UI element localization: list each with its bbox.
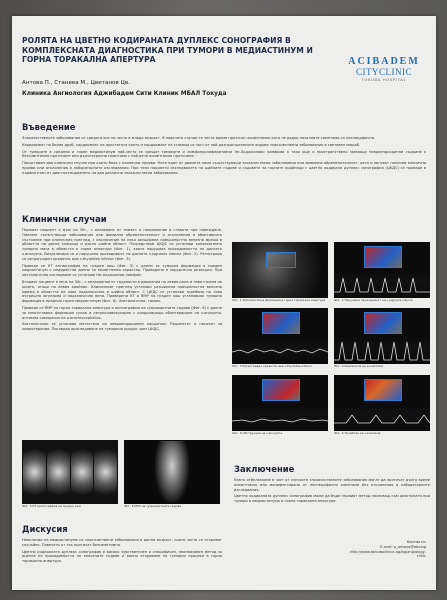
mra-figure — [124, 440, 220, 508]
color-box — [364, 312, 402, 334]
imaging-row — [22, 440, 220, 508]
intro-paragraph: Злокачествените заболявания от средата все по-често в млада възраст. В повечето случаи те често времe протичат асимптомно като не рядко началните симптоми са неспецифични. — [22, 136, 376, 140]
discussion-text — [22, 538, 222, 566]
figure-caption: Фиг. 6 Тромбоза на v.subclavia — [334, 430, 381, 435]
case-paragraph: Проведе се ЯМР на горна торакална апертура и ангиография на супрааортните съдове (Фиг. 6) с данни за многоглавна формация супра и ретроклавикуларно с кондолиращо облитериране на v.anonyma, интимна компресия на a.brachiocephalica. — [22, 305, 222, 320]
cases-heading: Клинични случаи — [22, 214, 107, 224]
doppler-image — [334, 308, 430, 364]
color-box — [262, 379, 300, 401]
spectral-waveform — [232, 405, 328, 431]
discussion-paragraph: Цветно кодираната дуплекс сонография е високо чувствителен и специфичен, неинвазивен метод за оценка на проходимостта на венозните съдове и ранно откриване на туморни процеси в горна торакална апертура. — [22, 549, 222, 564]
figure-caption: Фиг. 1 Хипоехогенна формация в горна торакална апертура — [232, 298, 326, 302]
discussion-heading: Дискусия — [22, 524, 68, 534]
figure-cell — [334, 308, 430, 368]
figure-cell — [232, 308, 328, 368]
logo-line-1: ACIBADEM — [348, 56, 420, 67]
ultrasound-image — [232, 242, 328, 298]
spectral-waveform — [334, 338, 430, 364]
mra-image — [124, 440, 220, 504]
logo-line-2: CITYCLINIC — [356, 67, 412, 77]
figure-cell — [334, 375, 430, 435]
doppler-image — [334, 242, 430, 298]
intro-text — [22, 136, 426, 178]
figure-cell — [334, 242, 430, 302]
doppler-image — [232, 308, 328, 364]
hospital-logo — [342, 56, 426, 82]
discussion-paragraph: Неоплазии на медиастинума са злокачествени заболявания в ранна възраст, които често се откриват случайно. Повечето от тях протичат безсимптомно. — [22, 538, 222, 547]
color-box — [262, 312, 300, 334]
intro-heading: Въведение — [22, 122, 76, 132]
contact-email: E-mail: p_antova@abv.bg — [380, 544, 426, 549]
color-box — [364, 379, 402, 401]
intro-paragraph: Представям два клинични случая при които бяха с клинични прояви. Нито един от двамата няма съществуващи злокачествени заболявания или фамилна обременителност, като и липсват налични клинични прояви или отклонения в лабораторните изследвания. При тези пациенти изследването на шийните съдове и съдовете на горните крайници с цветно кодирана дуплекс сонография (ЦКДС) се проведе в първия етап от диагностицирането на два различни злокачествени заболявания. — [22, 161, 426, 175]
case-paragraph: Първият пациент е мъж на 39г., с оплакване от тежест и напрежение в главата при навеждане. Липсват съпътстващи заболявания или фамилна обременителност и отклонения в обективното състояние при клиничния преглед, с изключение на леко разширена повърхностна венозна мрежа в областта на дясна ключица и дясна шийна област. Посредством ЦКДС се установи хипоехогенна туморна маса в областта в горна апертура (Фиг. 1), която нарушава проходимостта на дясната v.anonyma. Визуализира се и нарушена проходимост на дясната v.jugularis interna (Фиг. 2). Регистрира се ретрограден кръвоток във v.thyroidea inferior (Фиг. 3). — [22, 228, 222, 261]
contact-url: http://www.tokudaclinica.bg/bg/angiology-clinic — [350, 549, 426, 559]
affiliation: Клиника Ангиология Аджибадем Сити Клиник МБАЛ Токуда — [22, 91, 227, 97]
figure-cell — [232, 242, 328, 302]
contact-block — [342, 540, 426, 559]
doppler-figure-grid — [232, 242, 430, 435]
ct-figure — [22, 440, 118, 508]
spectral-waveform — [334, 272, 430, 298]
authors: Антова П., Станева М., Цветанов Цв. — [22, 80, 130, 86]
figure-caption: Фиг. 5 Обструкция на v.anonyma — [232, 430, 283, 435]
figure-caption: Фиг. 2 Нарушена проходимост на v.jugularis interna — [334, 298, 413, 302]
figure-caption: Фиг. 3 Ретрограден кръвоток във v.thyroidea inferior — [232, 364, 313, 369]
figure-caption: Фиг. 5 КТ ангиография на гръден кош — [22, 504, 81, 508]
spectral-waveform — [232, 338, 328, 364]
conclusion-paragraph: Цветно кодираната дуплекс сонография може да бъде първият метод насочващ към диагнозата при тумори в медиастинума и горна торакална апертура. — [234, 494, 430, 504]
poster — [12, 16, 436, 590]
conclusion-heading: Заключение — [234, 464, 295, 474]
ct-scan-image — [22, 440, 118, 504]
poster-title: РОЛЯТА НА ЦВЕТНО КОДИРАНАТА ДУПЛЕКС СОНОГРАФИЯ В КОМПЛЕКСНАТА ДИАГНОСТИКА ПРИ ТУМОРИ В МЕДИАСТИНУМ И ГОРНА ТОРАКАЛНА АПЕРТУРА — [22, 36, 313, 65]
case-paragraph: Проведе се КТ ангиография на гръден кош (Фиг. 5) с данни за туморна формация в преден медиастинум с индиректни данни за малигнения характер. Проведена е хирургична резекция. При хистологично изследване се установи Не-Ходжкинов лимфом. — [22, 263, 222, 278]
color-box — [364, 246, 402, 268]
cases-text — [22, 228, 222, 334]
case-paragraph: Вторият пациент е мъж на 34г., с оплаквания от трудности в движения на левия ръка и лява страна на шията, отоци на левия крайник. Клиничният преглед установи разширена повърхностна венозна мрежа в областта на лява подключична и шийна област. С ЦКДС се установи тромбоза на лява вътрешна югуларна и подключична вена. Проведени КТ и ЯМР на гръден кош установиха туморна формация в предния горен медиастинум (Фиг. 6). Хистологично: тимом. — [22, 279, 222, 304]
figure-caption: Фиг. 6 МРА на супрааортните съдове — [124, 504, 182, 508]
doppler-image — [232, 375, 328, 431]
logo-line-3: TOKUDA HOSPITAL — [361, 78, 407, 82]
intro-paragraph: Кардиомеат на белия дроб, кардиомеат на простатата както и кардиомеат на стомаха са част от най-разпространените видове злокачествени заболявания в световен мащаб. — [22, 142, 361, 147]
contact-label: Контакти: — [406, 540, 426, 544]
doppler-image — [334, 375, 430, 431]
conclusion-paragraph: Както отбелязахме в част от случаите злокачествените заболявания могат да протичат дълго време асимптомно или манифестирани от неспецифични симптоми без отклонения в лабораторните изследвания. — [234, 478, 430, 492]
figure-cell — [232, 375, 328, 435]
spectral-waveform — [334, 405, 430, 431]
conclusion-text — [234, 478, 430, 506]
intro-paragraph: От туморите в средния и горен медиастинум най-често се срещат тимомите и лимфопролиферативни Не-Ходжкинови лимфоми а така още и пространствено заемащи невроендокринни съдрине с безсимптомно протичане или дълъгосрочни симптоми с най-вече асимптомно протичане. — [22, 149, 426, 159]
figure-caption: Фиг. 4 Компресия на a.subclavia — [334, 364, 384, 369]
case-paragraph: Хистологично се установи метастаза на невроендокринен карцином. Пациентът е насочен за химиотерапия. Последва проследяване на туморния процес чрез ЦКДС. — [22, 322, 222, 332]
